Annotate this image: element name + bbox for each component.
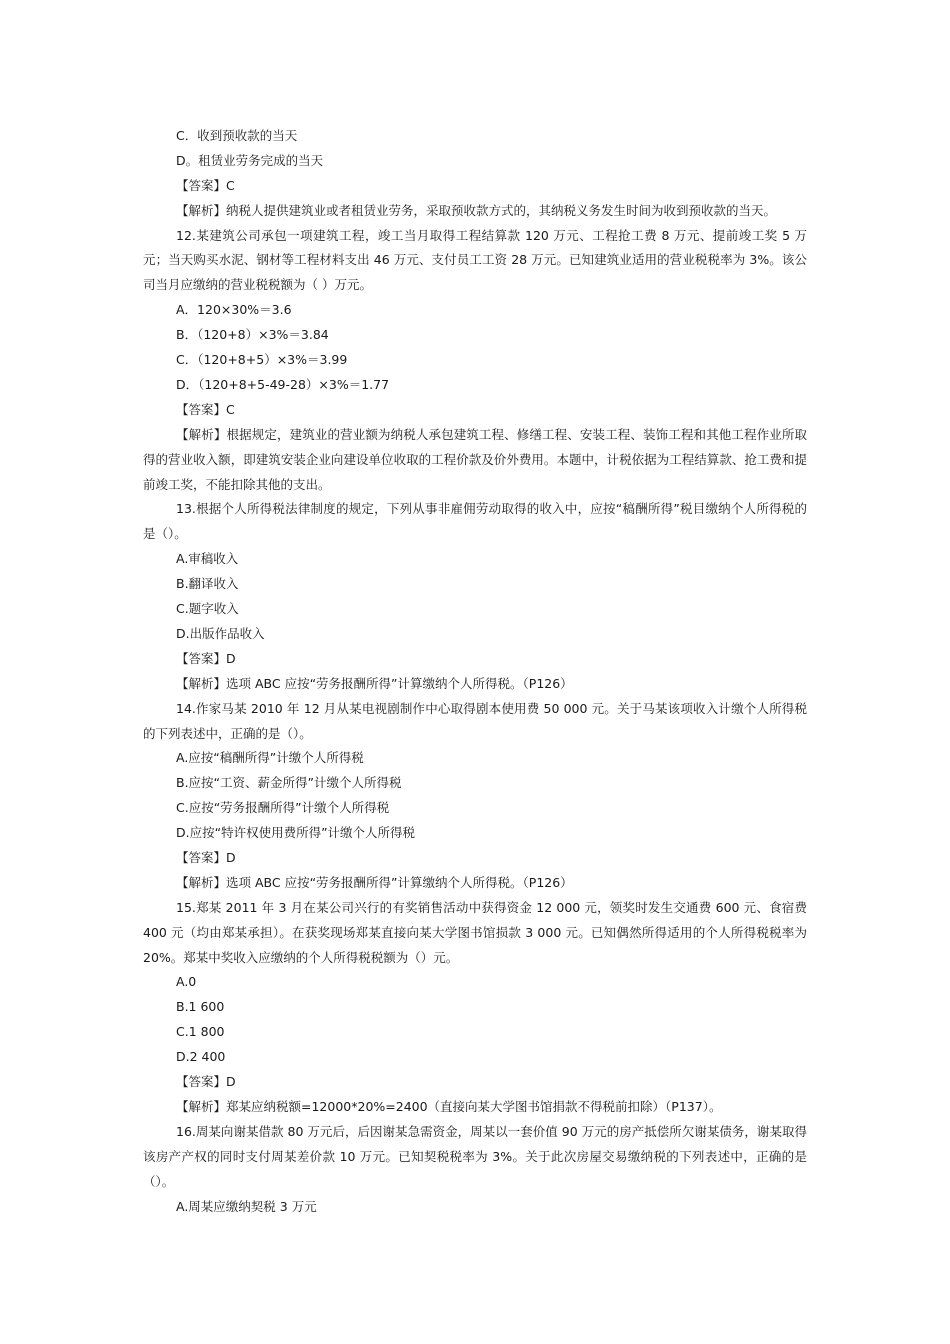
q13-option-c: C.题字收入 (176, 601, 239, 617)
q12-option-a: A．120×30%＝3.6 (176, 302, 292, 318)
q12-explanation: 【解析】根据规定，建筑业的营业额为纳税人承包建筑工程、修缮工程、安装工程、装饰工程和其他工程作业所取得的营业收入额，即建筑安装企业向建设单位收取的工程价款及价外费用。本题中，计税依据为工程结算款、抢工费和提前竣工奖，不能扣除其他的支出。 (143, 426, 807, 492)
q12-option-b: B．（120+8）×3%＝3.84 (176, 327, 329, 343)
q13-answer: 【答案】D (176, 650, 236, 666)
question-13: 13.根据个人所得税法律制度的规定，下列从事非雇佣劳动取得的收入中，应按“稿酬所得”税目缴纳个人所得税的是（）。 (143, 501, 807, 542)
q15-answer: 【答案】D (176, 1074, 236, 1090)
document-body (143, 124, 807, 1219)
q16-option-a: A.周某应缴纳契税 3 万元 (176, 1198, 317, 1214)
question-12: 12.某建筑公司承包一项建筑工程，竣工当月取得工程结算款 120 万元、工程抢工费 8 万元、提前竣工奖 5 万元；当天购买水泥、钢材等工程材料支出 46 万元、支付员工工资 28 万元。已知建筑业适用的营业税税率为 3%。该公司当月应缴纳的营业税税额为（ ）万元。 (143, 227, 807, 293)
q13-option-d: D.出版作品收入 (176, 625, 265, 641)
q13-option-a: A.审稿收入 (176, 551, 239, 567)
q14-option-b: B.应按“工资、薪金所得”计缴个人所得税 (176, 775, 402, 791)
q15-explanation: 【解析】郑某应纳税额=12000*20%=2400（直接向某大学图书馆捐款不得税前扣除）（P137）。 (176, 1098, 722, 1114)
q14-answer: 【答案】D (176, 849, 236, 865)
q15-option-b: B.1 600 (176, 999, 225, 1015)
q15-option-a: A.0 (176, 974, 197, 990)
q14-option-c: C.应按“劳务报酬所得”计缴个人所得税 (176, 800, 390, 816)
question-16: 16.周某向谢某借款 80 万元后，后因谢某急需资金，周某以一套价值 90 万元的房产抵偿所欠谢某债务，谢某取得该房产产权的同时支付周某差价款 10 万元。已知契税税率为 3%。关于此次房屋交易缴纳税的下列表述中，正确的是（）。 (143, 1123, 807, 1189)
q13-option-b: B.翻译收入 (176, 576, 239, 592)
q14-explanation: 【解析】选项 ABC 应按“劳务报酬所得”计算缴纳个人所得税。（P126） (176, 874, 573, 890)
explanation-line: 【解析】纳税人提供建筑业或者租赁业劳务，采取预收款方式的，其纳税义务发生时间为收到预收款的当天。 (176, 202, 777, 218)
answer-line: 【答案】C (176, 177, 235, 193)
q12-answer: 【答案】C (176, 401, 235, 417)
q12-option-d: D．（120+8+5-49-28）×3%＝1.77 (176, 376, 390, 392)
q14-option-a: A.应按“稿酬所得”计缴个人所得税 (176, 750, 364, 766)
q14-option-d: D.应按“特许权使用费所得”计缴个人所得税 (176, 825, 416, 841)
q15-option-d: D.2 400 (176, 1049, 226, 1065)
q12-option-c: C．（120+8+5）×3%＝3.99 (176, 352, 348, 368)
option-c-line: C．收到预收款的当天 (176, 128, 298, 143)
q15-option-c: C.1 800 (176, 1024, 225, 1040)
question-14: 14.作家马某 2010 年 12 月从某电视剧制作中心取得剧本使用费 50 000 元。关于马某该项收入计缴个人所得税的下列表述中，正确的是（）。 (143, 700, 807, 741)
option-d-line: D。租赁业劳务完成的当天 (176, 152, 324, 168)
q13-explanation: 【解析】选项 ABC 应按“劳务报酬所得”计算缴纳个人所得税。（P126） (176, 675, 573, 691)
question-15: 15.郑某 2011 年 3 月在某公司兴行的有奖销售活动中获得资金 12 000 元，领奖时发生交通费 600 元、食宿费 400 元（均由郑某承担）。在获奖现场郑某直接向某大学图书馆损款 3 000 元。已知偶然所得适用的个人所得税税率为 20%。郑某中奖收入应缴纳的个人所得税税额为（）元。 (143, 899, 807, 965)
